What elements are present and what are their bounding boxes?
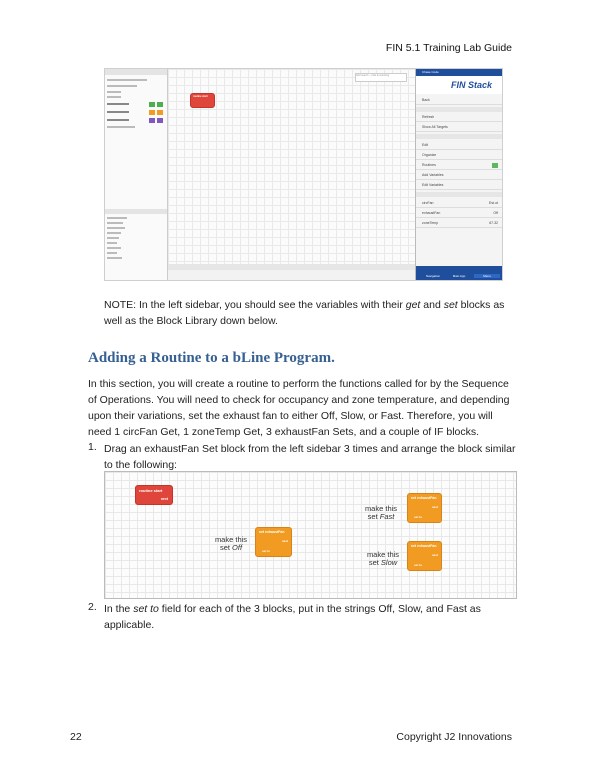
editor-screenshot: [104, 68, 503, 281]
sidebar-var-circfan[interactable]: [107, 103, 129, 105]
get-block[interactable]: [149, 118, 155, 123]
fin-stack-logo: [416, 76, 502, 94]
left-sidebar: [105, 69, 168, 280]
note-suffix: blocks as well as the Block Library down below.: [104, 299, 505, 327]
label-make-fast: [359, 505, 403, 521]
bottom-nav: [416, 266, 502, 280]
sidebar-line: [107, 237, 119, 239]
get-block[interactable]: [149, 102, 155, 107]
add-variables-button[interactable]: Add Variables: [416, 171, 502, 180]
label-off-em: Off: [232, 543, 243, 552]
routine-start-block[interactable]: [135, 485, 173, 505]
set-to-field[interactable]: set to: [414, 515, 423, 519]
section-divider: [416, 192, 502, 197]
step-2-number: 2.: [88, 601, 97, 613]
sidebar-line: [107, 252, 117, 254]
sidebar-line: [107, 247, 121, 249]
label-off-line2: [209, 544, 253, 552]
label-fast-em: Fast: [379, 512, 395, 521]
block-library-header: [105, 209, 167, 214]
section-paragraph: In this section, you will create a routine to perform the functions called for by the Sequence of Operations. You will need to check for occupancy and zone temperature, and depending upon their variations, set the exhaust fan to either Off, Slow, or Fast. Therefore, you will need 1 circFan Get, 1 zoneTemp Get, 3 exhaustFan Sets, and a couple of IF blocks.: [88, 378, 510, 438]
sidebar-line: [107, 85, 137, 87]
routine-start-block[interactable]: [190, 93, 215, 108]
nav-main-app[interactable]: Main App: [452, 274, 466, 278]
variable-exhaustfan[interactable]: [416, 209, 502, 218]
step-2-em: set to: [133, 603, 159, 615]
variable-circfan-value: Est.ot: [489, 201, 498, 205]
back-button[interactable]: Back: [416, 96, 502, 105]
show-all-targets-button[interactable]: Show All Targets: [416, 123, 502, 132]
label-slow-line1: make this: [366, 550, 400, 559]
set-block-next: next: [281, 539, 288, 543]
note-paragraph: [104, 297, 514, 329]
edit-variables-button[interactable]: Edit Variables: [416, 181, 502, 190]
note-get: get: [405, 299, 421, 311]
horizontal-scrollbar[interactable]: [168, 264, 415, 270]
step-2-post: field for each of the 3 blocks, put in the strings Off, Slow, and Fast as applicable.: [104, 603, 481, 631]
routine-start-next: next: [160, 497, 168, 501]
page-number: 22: [70, 731, 82, 743]
variable-zonetemp-label: zoneTemp: [422, 221, 439, 225]
step-1-number: 1.: [88, 441, 97, 453]
sidebar-var-zonetemp[interactable]: [107, 119, 129, 121]
set-block-next: next: [431, 505, 438, 509]
right-sidebar: [415, 69, 502, 280]
sidebar-line: [107, 222, 123, 224]
variable-exhaustfan-label: exhaustFan: [422, 211, 441, 215]
footer-copyright: Copyright J2 Innovations: [396, 731, 512, 743]
routine-start-label: routine start: [139, 488, 163, 493]
sidebar-line: [107, 126, 135, 128]
label-off-line1: make this: [214, 535, 248, 544]
variable-circfan[interactable]: [416, 199, 502, 208]
label-off-set: set: [219, 543, 233, 552]
step-2-text: [104, 601, 518, 633]
variable-zonetemp[interactable]: [416, 219, 502, 228]
sidebar-line: [107, 79, 147, 81]
exhaustfan-set-block-fast[interactable]: [407, 493, 442, 523]
get-block[interactable]: [149, 110, 155, 115]
step-2-pre: In the: [104, 603, 134, 615]
sidebar-line: [107, 257, 122, 259]
variable-zonetemp-value: 67.32: [489, 221, 498, 225]
search-input[interactable]: Add search ~ hide & selecting: [355, 73, 407, 82]
routines-count-badge: [492, 163, 498, 168]
routines-button[interactable]: Routines: [416, 161, 502, 170]
exhaustfan-set-block-slow[interactable]: [407, 541, 442, 571]
set-block-title: set exhaustFan: [259, 530, 285, 534]
step-1-text: Drag an exhaustFan Set block from the left sidebar 3 times and arrange the block similar to the following:: [104, 443, 516, 471]
note-prefix: NOTE: In the left sidebar, you should see the variables with their: [104, 299, 406, 311]
refresh-button[interactable]: Refresh: [416, 113, 502, 122]
note-and: and: [420, 299, 444, 311]
fin-stack-logo-text: FIN Stack: [450, 80, 492, 90]
arranged-blocks-screenshot: [104, 471, 517, 599]
organize-button[interactable]: Organize: [416, 151, 502, 160]
set-block[interactable]: [157, 110, 163, 115]
exhaustfan-set-block-off[interactable]: [255, 527, 292, 557]
section-divider: [416, 107, 502, 112]
set-block-next: next: [431, 553, 438, 557]
edit-button[interactable]: Edit: [416, 141, 502, 150]
sidebar-line: [107, 217, 127, 219]
block-canvas[interactable]: [168, 69, 415, 270]
label-make-slow: [361, 551, 405, 567]
sidebar-line: [107, 96, 121, 98]
set-to-field[interactable]: set to: [262, 549, 271, 553]
set-block[interactable]: [157, 118, 163, 123]
label-fast-line1: make this: [364, 504, 398, 513]
label-slow-set: set: [368, 558, 381, 567]
set-block-title: set exhaustFan: [411, 496, 437, 500]
label-slow-em: Slow: [380, 558, 398, 567]
label-slow-line2: [361, 559, 405, 567]
nav-menu[interactable]: Menu: [474, 274, 500, 278]
nav-navigation[interactable]: Navigation: [425, 274, 441, 278]
label-fast-line2: [359, 513, 403, 521]
section-heading: Adding a Routine to a bLine Program.: [88, 350, 335, 366]
sidebar-line: [107, 91, 121, 93]
left-sidebar-header: [105, 69, 167, 75]
app-title-bar: Chase Code: [416, 69, 502, 76]
set-to-field[interactable]: set to: [414, 563, 423, 567]
sidebar-line: [107, 227, 125, 229]
variable-exhaustfan-value: Off: [493, 211, 498, 215]
page-header-title: FIN 5.1 Training Lab Guide: [385, 42, 512, 54]
routine-start-label: routine start: [193, 95, 208, 98]
set-block-title: set exhaustFan: [411, 544, 437, 548]
sidebar-line: [107, 232, 121, 234]
label-fast-set: set: [367, 512, 380, 521]
section-divider: [416, 134, 502, 139]
sidebar-line: [107, 242, 117, 244]
set-block[interactable]: [157, 102, 163, 107]
label-make-off: [209, 536, 253, 552]
variable-circfan-label: circFan: [422, 201, 434, 205]
sidebar-var-exhaustfan[interactable]: [107, 111, 129, 113]
note-set: set: [443, 299, 458, 311]
